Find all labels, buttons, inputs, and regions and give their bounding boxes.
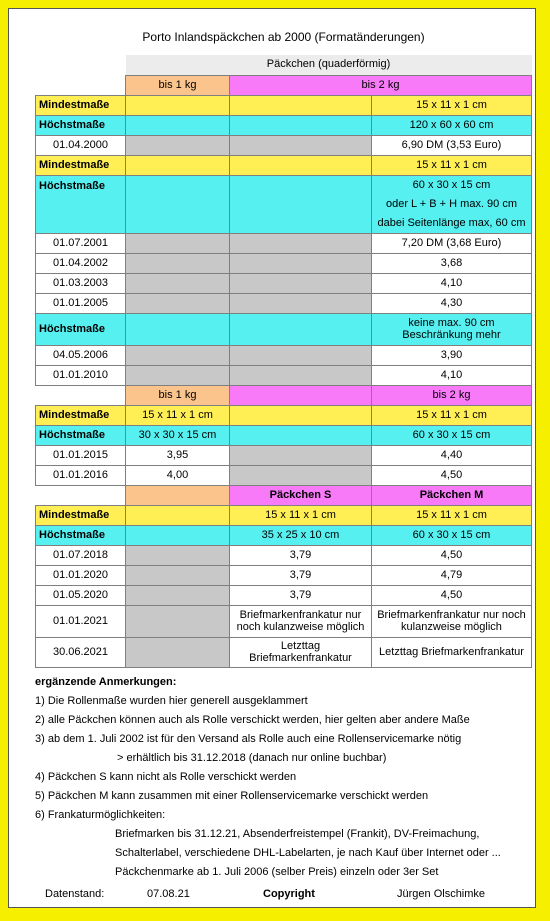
date-cell: 30.06.2021 xyxy=(36,637,126,667)
header-bis-1kg: bis 1 kg xyxy=(126,75,230,95)
date-cell: 01.01.2010 xyxy=(36,365,126,385)
value-cell: 6,90 DM (3,53 Euro) xyxy=(372,135,532,155)
table-row xyxy=(36,365,532,385)
table-row xyxy=(36,565,532,585)
value-cell: 3,95 xyxy=(126,445,230,465)
max-label: Höchstmaße xyxy=(36,525,126,545)
value-cell: 4,10 xyxy=(372,365,532,385)
table-row xyxy=(36,135,532,155)
value-cell: 4,50 xyxy=(372,585,532,605)
value-cell: 35 x 25 x 10 cm xyxy=(230,525,372,545)
value-cell: Letzttag Briefmarkenfrankatur xyxy=(372,637,532,667)
date-cell: 01.07.2018 xyxy=(36,545,126,565)
table-row xyxy=(36,273,532,293)
table-row xyxy=(36,293,532,313)
value-cell: 4,50 xyxy=(372,545,532,565)
header-bis-2kg: bis 2 kg xyxy=(372,385,532,405)
table-row xyxy=(36,545,532,565)
date-cell: 01.01.2015 xyxy=(36,445,126,465)
min-label: Mindestmaße xyxy=(36,155,126,175)
date-cell: 01.01.2005 xyxy=(36,293,126,313)
min-label: Mindestmaße xyxy=(36,405,126,425)
value-cell: 4,40 xyxy=(372,445,532,465)
note-item: 1) Die Rollenmaße wurden hier generell ausgeklammert xyxy=(35,695,308,707)
value-cell: 3,79 xyxy=(230,565,372,585)
table-row xyxy=(36,95,532,115)
postage-table xyxy=(35,19,532,668)
max-label: Höchstmaße xyxy=(36,425,126,445)
footer-date: 07.08.21 xyxy=(147,888,190,900)
table-row xyxy=(36,233,532,253)
value-cell: 15 x 11 x 1 cm xyxy=(372,95,532,115)
value-cell: 3,79 xyxy=(230,585,372,605)
note-item: 3) ab dem 1. Juli 2002 ist für den Versand als Rolle auch eine Rollenservicemarke nötig xyxy=(35,733,462,745)
footer-label: Datenstand: xyxy=(45,888,105,900)
date-cell: 01.07.2001 xyxy=(36,233,126,253)
max-label: Höchstmaße xyxy=(36,313,126,345)
table-row xyxy=(36,313,532,345)
header-bis-2kg: bis 2 kg xyxy=(230,75,532,95)
footer-copyright: Copyright xyxy=(263,888,315,900)
date-cell: 01.01.2016 xyxy=(36,465,126,485)
min-label: Mindestmaße xyxy=(36,505,126,525)
max-label: Höchstmaße xyxy=(36,175,126,233)
value-cell: 15 x 11 x 1 cm xyxy=(372,505,532,525)
max-label: Höchstmaße xyxy=(36,115,126,135)
table-row xyxy=(36,253,532,273)
table-row xyxy=(36,637,532,667)
date-cell: 01.05.2020 xyxy=(36,585,126,605)
spreadsheet-page xyxy=(8,8,536,908)
value-cell: 4,30 xyxy=(372,293,532,313)
date-cell: 01.04.2002 xyxy=(36,253,126,273)
header-paeckchen-m: Päckchen M xyxy=(372,485,532,505)
table-row xyxy=(36,405,532,425)
header-paeckchen-s: Päckchen S xyxy=(230,485,372,505)
table-row xyxy=(36,175,532,233)
table-row xyxy=(36,115,532,135)
date-cell: 01.01.2021 xyxy=(36,605,126,637)
value-cell: 15 x 11 x 1 cm xyxy=(372,155,532,175)
note-item: 4) Päckchen S kann nicht als Rolle verschickt werden xyxy=(35,771,297,783)
value-cell: 15 x 11 x 1 cm xyxy=(230,505,372,525)
value-cell: 60 x 30 x 15 cm xyxy=(372,425,532,445)
date-cell: 04.05.2006 xyxy=(36,345,126,365)
note-item: Briefmarken bis 31.12.21, Absenderfreistempel (Frankit), DV-Freimachung, xyxy=(115,828,480,840)
note-item: 6) Frankaturmöglichkeiten: xyxy=(35,809,166,821)
min-label: Mindestmaße xyxy=(36,95,126,115)
paeckchen-header: Päckchen (quaderförmig) xyxy=(126,55,532,75)
value-cell: Briefmarkenfrankatur nur noch kulanzweise möglich xyxy=(372,605,532,637)
value-cell: 4,79 xyxy=(372,565,532,585)
note-item: 5) Päckchen M kann zusammen mit einer Rollenservicemarke verschickt werden xyxy=(35,790,429,802)
value-cell: 15 x 11 x 1 cm xyxy=(372,405,532,425)
date-cell: 01.01.2020 xyxy=(36,565,126,585)
table-row xyxy=(36,585,532,605)
value-cell: 7,20 DM (3,68 Euro) xyxy=(372,233,532,253)
table-row xyxy=(36,445,532,465)
table-title: Porto Inlandspäckchen ab 2000 (Formatänderungen) xyxy=(142,29,425,44)
value-cell: 3,90 xyxy=(372,345,532,365)
table-row xyxy=(36,345,532,365)
date-cell: 01.04.2000 xyxy=(36,135,126,155)
footer-author: Jürgen Olschimke xyxy=(397,888,486,900)
value-cell: 4,50 xyxy=(372,465,532,485)
value-cell: 30 x 30 x 15 cm xyxy=(126,425,230,445)
notes-section xyxy=(35,673,529,882)
table-row xyxy=(36,505,532,525)
note-item: > erhältlich bis 31.12.2018 (danach nur online buchbar) xyxy=(117,752,387,764)
table-row xyxy=(36,525,532,545)
date-cell: 01.03.2003 xyxy=(36,273,126,293)
table-row xyxy=(36,425,532,445)
footer xyxy=(35,885,529,903)
table-row xyxy=(36,465,532,485)
value-cell: Letzttag Briefmarkenfrankatur xyxy=(230,637,372,667)
value-cell: 3,68 xyxy=(372,253,532,273)
value-cell: 120 x 60 x 60 cm xyxy=(372,115,532,135)
note-item: Schalterlabel, verschiedene DHL-Labelarten, je nach Kauf über Internet oder ... xyxy=(115,847,501,859)
value-cell: Briefmarkenfrankatur nur noch kulanzweise möglich xyxy=(230,605,372,637)
notes-heading: ergänzende Anmerkungen: xyxy=(35,676,177,688)
value-cell: 4,00 xyxy=(126,465,230,485)
header-bis-1kg: bis 1 kg xyxy=(126,385,230,405)
note-item: 2) alle Päckchen können auch als Rolle verschickt werden, hier gelten aber andere Maße xyxy=(35,714,470,726)
table-row xyxy=(36,605,532,637)
value-cell: 15 x 11 x 1 cm xyxy=(126,405,230,425)
value-cell: 60 x 30 x 15 cm oder L + B + H max. 90 cm dabei Seitenlänge max, 60 cm xyxy=(372,175,532,233)
value-cell: 3,79 xyxy=(230,545,372,565)
value-cell: keine max. 90 cm Beschränkung mehr xyxy=(372,313,532,345)
value-cell: 60 x 30 x 15 cm xyxy=(372,525,532,545)
note-item: Päckchenmarke ab 1. Juli 2006 (selber Preis) einzeln oder 3er Set xyxy=(115,866,439,878)
table-row xyxy=(36,155,532,175)
value-cell: 4,10 xyxy=(372,273,532,293)
